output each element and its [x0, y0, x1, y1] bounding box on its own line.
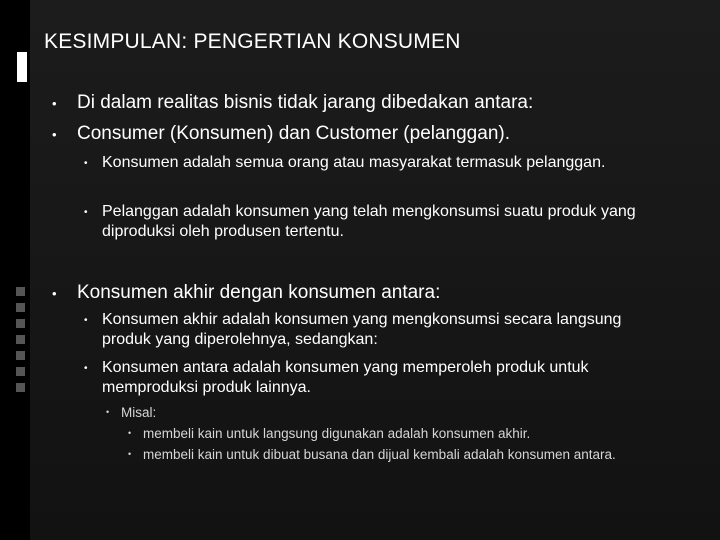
bullet-text: Consumer (Konsumen) dan Customer (pelanggan). — [77, 123, 510, 144]
accent-block — [17, 52, 27, 82]
bullet-dot-icon: • — [84, 363, 88, 374]
bullet-dot-icon: • — [84, 158, 88, 169]
bullet-text: Konsumen adalah semua orang atau masyarakat termasuk pelanggan. — [102, 154, 606, 171]
bullet-dot-icon: • — [128, 428, 132, 438]
decorative-square — [16, 367, 25, 376]
bullet-dot-icon: • — [84, 207, 88, 218]
decorative-square — [16, 335, 25, 344]
detail-bullet-item — [128, 425, 668, 442]
bullet-text: membeli kain untuk dibuat busana dan dijual kembali adalah konsumen antara. — [143, 447, 616, 462]
sub-bullet-item — [84, 358, 684, 398]
bullet-text: Pelanggan adalah konsumen yang telah mengkonsumsi suatu produk yang diproduksi oleh produsen tertentu. — [102, 203, 636, 240]
bullet-text: Konsumen akhir dengan konsumen antara: — [77, 282, 441, 303]
sub-bullet-item — [84, 310, 684, 350]
sub-bullet-item — [84, 202, 684, 242]
bullet-text: Konsumen akhir adalah konsumen yang mengkonsumsi secara langsung produk yang diperolehnya, sedangkan: — [102, 311, 622, 348]
decorative-square — [16, 303, 25, 312]
bullet-item — [52, 281, 692, 304]
slide-title: KESIMPULAN: PENGERTIAN KONSUMEN — [44, 30, 461, 53]
bullet-text: membeli kain untuk langsung digunakan adalah konsumen akhir. — [143, 426, 531, 441]
decorative-square — [16, 287, 25, 296]
sub-sub-bullet-item — [106, 404, 666, 421]
bullet-text: Konsumen antara adalah konsumen yang memperoleh produk untuk memproduksi produk lainnya. — [102, 359, 589, 396]
bullet-item — [52, 91, 692, 114]
detail-bullet-item — [128, 446, 668, 463]
decorative-square — [16, 351, 25, 360]
decorative-square — [16, 383, 25, 392]
decorative-square — [16, 319, 25, 328]
bullet-dot-icon: • — [106, 407, 110, 417]
bullet-dot-icon: • — [128, 449, 132, 459]
bullet-text: Di dalam realitas bisnis tidak jarang dibedakan antara: — [77, 92, 534, 113]
bullet-text: Misal: — [121, 405, 157, 420]
sub-bullet-item — [84, 153, 684, 173]
bullet-dot-icon: • — [84, 315, 88, 326]
bullet-item — [52, 122, 692, 145]
bullet-dot-icon: • — [52, 286, 57, 301]
bullet-dot-icon: • — [52, 127, 57, 142]
bullet-dot-icon: • — [52, 96, 57, 111]
